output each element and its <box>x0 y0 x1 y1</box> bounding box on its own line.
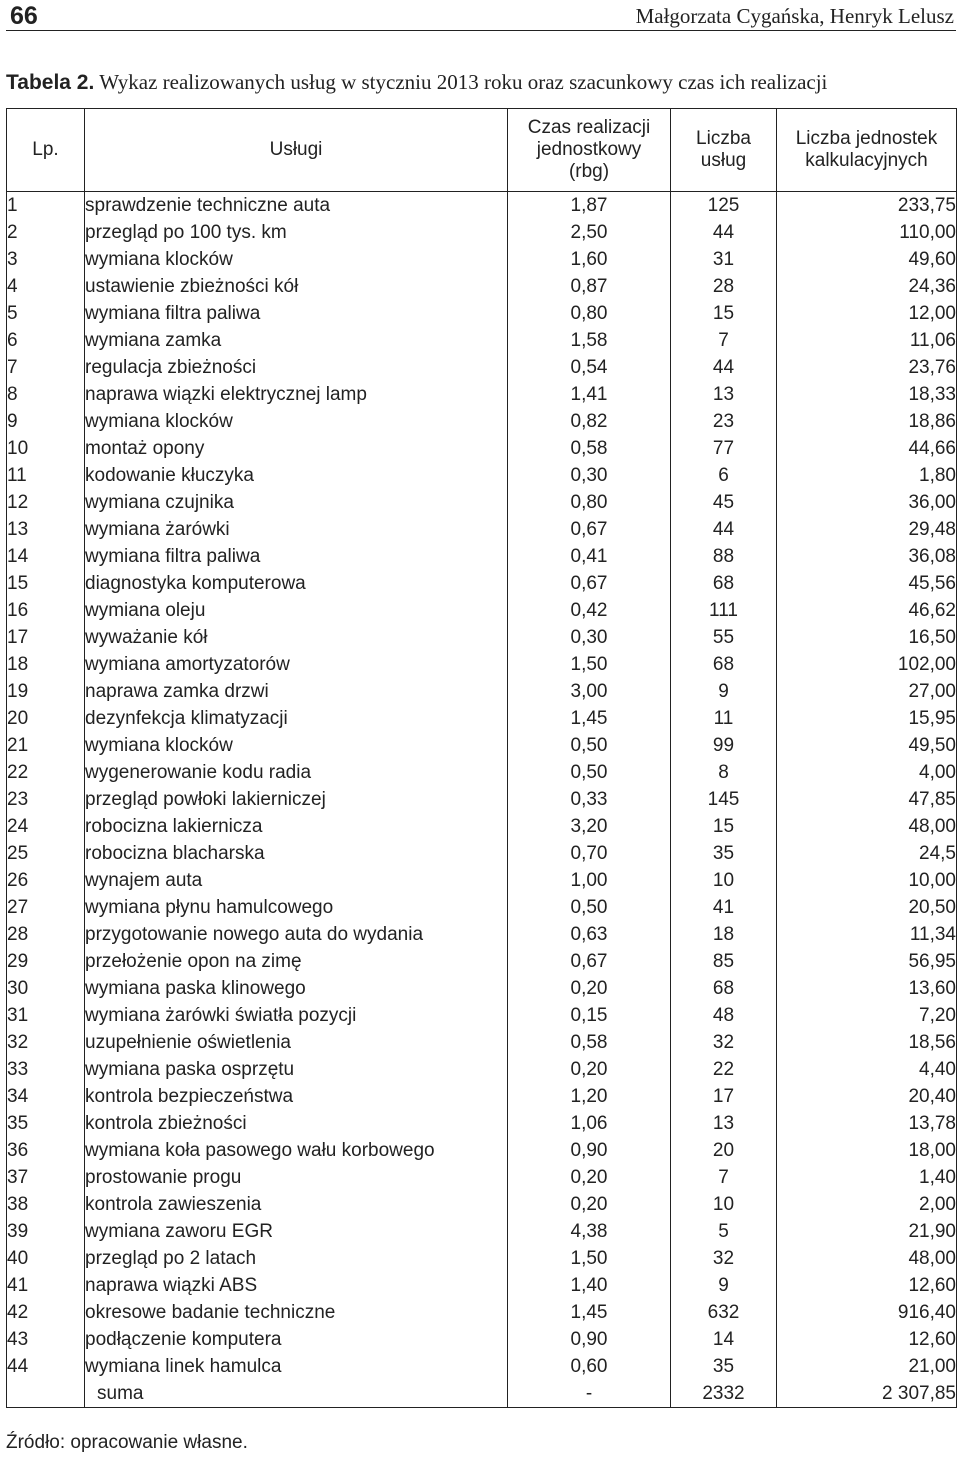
row-units: 49,60 <box>777 246 957 273</box>
row-units: 11,34 <box>777 921 957 948</box>
row-units: 18,00 <box>777 1137 957 1164</box>
row-count: 68 <box>671 651 777 678</box>
row-count: 10 <box>671 867 777 894</box>
row-count: 88 <box>671 543 777 570</box>
row-units: 47,85 <box>777 786 957 813</box>
sum-count: 2332 <box>671 1380 777 1408</box>
row-count: 23 <box>671 408 777 435</box>
table-row <box>7 1083 957 1110</box>
table-caption <box>6 70 956 95</box>
row-lp: 18 <box>7 651 85 678</box>
table-row <box>7 408 957 435</box>
row-lp: 31 <box>7 1002 85 1029</box>
row-count: 5 <box>671 1218 777 1245</box>
table-row <box>7 705 957 732</box>
header-unit-time: Czas realizacji jednostkowy (rbg) <box>508 109 671 192</box>
row-units: 20,50 <box>777 894 957 921</box>
row-service: kodowanie kłuczyka <box>85 462 508 489</box>
row-units: 2,00 <box>777 1191 957 1218</box>
row-service: wymiana klocków <box>85 732 508 759</box>
row-service: przegląd po 2 latach <box>85 1245 508 1272</box>
row-count: 44 <box>671 219 777 246</box>
row-unit-time: 1,45 <box>508 1299 671 1326</box>
table-row <box>7 1326 957 1353</box>
row-unit-time: 0,67 <box>508 948 671 975</box>
table-row <box>7 1353 957 1380</box>
row-service: montaż opony <box>85 435 508 462</box>
row-unit-time: 0,58 <box>508 435 671 462</box>
row-units: 24,5 <box>777 840 957 867</box>
header-units: Liczba jednostek kalkulacyjnych <box>777 109 957 192</box>
row-units: 15,95 <box>777 705 957 732</box>
row-unit-time: 0,20 <box>508 975 671 1002</box>
row-units: 20,40 <box>777 1083 957 1110</box>
row-units: 7,20 <box>777 1002 957 1029</box>
row-service: okresowe badanie techniczne <box>85 1299 508 1326</box>
row-service: wymiana paska osprzętu <box>85 1056 508 1083</box>
row-service: wymiana paska klinowego <box>85 975 508 1002</box>
row-service: wymiana oleju <box>85 597 508 624</box>
table-row <box>7 759 957 786</box>
row-unit-time: 0,20 <box>508 1164 671 1191</box>
row-units: 4,40 <box>777 1056 957 1083</box>
table-row <box>7 921 957 948</box>
row-lp: 41 <box>7 1272 85 1299</box>
row-count: 32 <box>671 1245 777 1272</box>
row-service: wynajem auta <box>85 867 508 894</box>
row-count: 45 <box>671 489 777 516</box>
table-row <box>7 1218 957 1245</box>
row-lp: 22 <box>7 759 85 786</box>
row-count: 85 <box>671 948 777 975</box>
table-row <box>7 219 957 246</box>
row-service: wymiana zamka <box>85 327 508 354</box>
row-units: 102,00 <box>777 651 957 678</box>
row-lp: 13 <box>7 516 85 543</box>
row-units: 16,50 <box>777 624 957 651</box>
row-count: 11 <box>671 705 777 732</box>
table-row <box>7 435 957 462</box>
row-service: diagnostyka komputerowa <box>85 570 508 597</box>
row-service: wygenerowanie kodu radia <box>85 759 508 786</box>
row-units: 24,36 <box>777 273 957 300</box>
row-lp: 27 <box>7 894 85 921</box>
row-units: 21,00 <box>777 1353 957 1380</box>
row-unit-time: 0,33 <box>508 786 671 813</box>
row-count: 145 <box>671 786 777 813</box>
row-unit-time: 0,87 <box>508 273 671 300</box>
row-lp: 5 <box>7 300 85 327</box>
table-row <box>7 381 957 408</box>
row-units: 11,06 <box>777 327 957 354</box>
row-count: 9 <box>671 1272 777 1299</box>
row-count: 22 <box>671 1056 777 1083</box>
row-unit-time: 0,50 <box>508 732 671 759</box>
row-service: kontrola zawieszenia <box>85 1191 508 1218</box>
row-units: 44,66 <box>777 435 957 462</box>
row-service: sprawdzenie techniczne auta <box>85 192 508 220</box>
row-service: wymiana linek hamulca <box>85 1353 508 1380</box>
row-units: 36,08 <box>777 543 957 570</box>
row-units: 29,48 <box>777 516 957 543</box>
header-count: Liczba usług <box>671 109 777 192</box>
row-unit-time: 1,45 <box>508 705 671 732</box>
row-count: 7 <box>671 327 777 354</box>
row-unit-time: 0,80 <box>508 489 671 516</box>
row-service: wymiana klocków <box>85 408 508 435</box>
page-header <box>6 0 956 31</box>
row-unit-time: 0,50 <box>508 759 671 786</box>
row-count: 20 <box>671 1137 777 1164</box>
table-row <box>7 894 957 921</box>
row-lp: 34 <box>7 1083 85 1110</box>
row-count: 6 <box>671 462 777 489</box>
page-number: 66 <box>10 2 38 30</box>
row-units: 1,80 <box>777 462 957 489</box>
row-count: 18 <box>671 921 777 948</box>
row-unit-time: 0,63 <box>508 921 671 948</box>
row-lp: 9 <box>7 408 85 435</box>
row-lp: 28 <box>7 921 85 948</box>
row-count: 99 <box>671 732 777 759</box>
row-service: prostowanie progu <box>85 1164 508 1191</box>
table-row <box>7 1272 957 1299</box>
header-service: Usługi <box>85 109 508 192</box>
row-service: przygotowanie nowego auta do wydania <box>85 921 508 948</box>
row-service: wymiana czujnika <box>85 489 508 516</box>
row-lp: 15 <box>7 570 85 597</box>
row-lp: 42 <box>7 1299 85 1326</box>
row-service: uzupełnienie oświetlenia <box>85 1029 508 1056</box>
row-unit-time: 0,58 <box>508 1029 671 1056</box>
row-lp: 43 <box>7 1326 85 1353</box>
row-unit-time: 0,54 <box>508 354 671 381</box>
table-row <box>7 327 957 354</box>
row-unit-time: 2,50 <box>508 219 671 246</box>
row-unit-time: 0,67 <box>508 516 671 543</box>
row-unit-time: 0,70 <box>508 840 671 867</box>
table-row <box>7 624 957 651</box>
row-lp: 11 <box>7 462 85 489</box>
table-row <box>7 1002 957 1029</box>
row-lp: 7 <box>7 354 85 381</box>
row-unit-time: 0,15 <box>508 1002 671 1029</box>
table-row <box>7 651 957 678</box>
row-count: 31 <box>671 246 777 273</box>
row-lp: 1 <box>7 192 85 220</box>
sum-label: suma <box>85 1380 508 1408</box>
row-count: 68 <box>671 570 777 597</box>
row-unit-time: 0,80 <box>508 300 671 327</box>
table-row <box>7 300 957 327</box>
table-row <box>7 489 957 516</box>
row-service: wymiana amortyzatorów <box>85 651 508 678</box>
row-units: 23,76 <box>777 354 957 381</box>
row-service: ustawienie zbieżności kół <box>85 273 508 300</box>
header-lp: Lp. <box>7 109 85 192</box>
row-count: 13 <box>671 381 777 408</box>
row-service: wymiana filtra paliwa <box>85 543 508 570</box>
row-service: przełożenie opon na zimę <box>85 948 508 975</box>
row-unit-time: 0,90 <box>508 1137 671 1164</box>
row-unit-time: 1,50 <box>508 1245 671 1272</box>
row-service: wyważanie kół <box>85 624 508 651</box>
row-unit-time: 4,38 <box>508 1218 671 1245</box>
row-lp: 26 <box>7 867 85 894</box>
row-service: robocizna lakiernicza <box>85 813 508 840</box>
table-row <box>7 246 957 273</box>
row-lp: 39 <box>7 1218 85 1245</box>
row-service: dezynfekcja klimatyzacji <box>85 705 508 732</box>
row-count: 15 <box>671 300 777 327</box>
row-count: 632 <box>671 1299 777 1326</box>
row-lp: 23 <box>7 786 85 813</box>
row-units: 1,40 <box>777 1164 957 1191</box>
row-units: 27,00 <box>777 678 957 705</box>
row-service: wymiana koła pasowego wału korbowego <box>85 1137 508 1164</box>
table-row <box>7 462 957 489</box>
row-count: 10 <box>671 1191 777 1218</box>
row-unit-time: 1,40 <box>508 1272 671 1299</box>
row-unit-time: 1,41 <box>508 381 671 408</box>
row-count: 111 <box>671 597 777 624</box>
table-row <box>7 975 957 1002</box>
row-lp: 19 <box>7 678 85 705</box>
row-units: 18,86 <box>777 408 957 435</box>
row-lp: 8 <box>7 381 85 408</box>
table-caption-text: Wykaz realizowanych usług w styczniu 2013 roku oraz szacunkowy czas ich realizacji <box>99 70 828 94</box>
sum-lp <box>7 1380 85 1408</box>
row-unit-time: 1,20 <box>508 1083 671 1110</box>
running-header-authors: Małgorzata Cygańska, Henryk Lelusz <box>635 4 954 28</box>
row-lp: 24 <box>7 813 85 840</box>
services-table <box>6 108 957 1408</box>
row-lp: 16 <box>7 597 85 624</box>
table-row <box>7 1029 957 1056</box>
table-row <box>7 192 957 220</box>
row-lp: 36 <box>7 1137 85 1164</box>
row-service: wymiana filtra paliwa <box>85 300 508 327</box>
row-service: robocizna blacharska <box>85 840 508 867</box>
row-lp: 14 <box>7 543 85 570</box>
table-row <box>7 354 957 381</box>
row-count: 13 <box>671 1110 777 1137</box>
row-lp: 37 <box>7 1164 85 1191</box>
row-lp: 30 <box>7 975 85 1002</box>
table-row <box>7 1191 957 1218</box>
row-unit-time: 0,42 <box>508 597 671 624</box>
row-count: 44 <box>671 354 777 381</box>
row-lp: 38 <box>7 1191 85 1218</box>
row-service: kontrola bezpieczeństwa <box>85 1083 508 1110</box>
row-unit-time: 0,30 <box>508 624 671 651</box>
row-units: 233,75 <box>777 192 957 220</box>
row-unit-time: 0,82 <box>508 408 671 435</box>
row-count: 32 <box>671 1029 777 1056</box>
row-unit-time: 3,00 <box>508 678 671 705</box>
row-lp: 2 <box>7 219 85 246</box>
row-count: 14 <box>671 1326 777 1353</box>
table-header-row <box>7 109 957 192</box>
row-unit-time: 1,50 <box>508 651 671 678</box>
table-row <box>7 1164 957 1191</box>
row-unit-time: 0,67 <box>508 570 671 597</box>
row-service: kontrola zbieżności <box>85 1110 508 1137</box>
row-unit-time: 1,60 <box>508 246 671 273</box>
table-row <box>7 867 957 894</box>
row-service: przegląd po 100 tys. km <box>85 219 508 246</box>
row-service: podłączenie komputera <box>85 1326 508 1353</box>
row-lp: 40 <box>7 1245 85 1272</box>
row-units: 13,60 <box>777 975 957 1002</box>
table-row <box>7 732 957 759</box>
row-service: wymiana zaworu EGR <box>85 1218 508 1245</box>
row-unit-time: 1,87 <box>508 192 671 220</box>
row-unit-time: 0,30 <box>508 462 671 489</box>
row-units: 18,56 <box>777 1029 957 1056</box>
row-lp: 10 <box>7 435 85 462</box>
row-units: 21,90 <box>777 1218 957 1245</box>
table-source-note: Źródło: opracowanie własne. <box>6 1432 248 1453</box>
table-row <box>7 1110 957 1137</box>
table-row <box>7 1299 957 1326</box>
row-lp: 3 <box>7 246 85 273</box>
row-service: naprawa wiązki ABS <box>85 1272 508 1299</box>
row-unit-time: 0,50 <box>508 894 671 921</box>
table-row <box>7 273 957 300</box>
row-lp: 33 <box>7 1056 85 1083</box>
row-unit-time: 0,60 <box>508 1353 671 1380</box>
row-service: wymiana klocków <box>85 246 508 273</box>
table-row <box>7 516 957 543</box>
sum-unit-time: - <box>508 1380 671 1408</box>
row-service: wymiana żarówki <box>85 516 508 543</box>
row-unit-time: 0,20 <box>508 1056 671 1083</box>
sum-row <box>7 1380 957 1408</box>
row-count: 8 <box>671 759 777 786</box>
row-lp: 25 <box>7 840 85 867</box>
row-count: 7 <box>671 1164 777 1191</box>
row-count: 35 <box>671 1353 777 1380</box>
table-row <box>7 786 957 813</box>
row-unit-time: 0,90 <box>508 1326 671 1353</box>
row-service: regulacja zbieżności <box>85 354 508 381</box>
table-row <box>7 543 957 570</box>
row-lp: 32 <box>7 1029 85 1056</box>
row-count: 28 <box>671 273 777 300</box>
table-caption-label: Tabela 2. <box>6 71 95 94</box>
row-unit-time: 0,41 <box>508 543 671 570</box>
row-count: 41 <box>671 894 777 921</box>
row-unit-time: 1,06 <box>508 1110 671 1137</box>
table-row <box>7 1137 957 1164</box>
row-service: przegląd powłoki lakierniczej <box>85 786 508 813</box>
row-count: 48 <box>671 1002 777 1029</box>
row-units: 56,95 <box>777 948 957 975</box>
row-units: 12,60 <box>777 1326 957 1353</box>
row-units: 12,60 <box>777 1272 957 1299</box>
row-count: 77 <box>671 435 777 462</box>
row-count: 44 <box>671 516 777 543</box>
row-lp: 20 <box>7 705 85 732</box>
row-lp: 4 <box>7 273 85 300</box>
row-service: wymiana płynu hamulcowego <box>85 894 508 921</box>
row-unit-time: 0,20 <box>508 1191 671 1218</box>
row-service: naprawa zamka drzwi <box>85 678 508 705</box>
row-units: 12,00 <box>777 300 957 327</box>
row-unit-time: 1,00 <box>508 867 671 894</box>
row-service: wymiana żarówki światła pozycji <box>85 1002 508 1029</box>
row-count: 68 <box>671 975 777 1002</box>
row-units: 48,00 <box>777 813 957 840</box>
row-units: 18,33 <box>777 381 957 408</box>
row-count: 125 <box>671 192 777 220</box>
row-units: 48,00 <box>777 1245 957 1272</box>
row-lp: 6 <box>7 327 85 354</box>
table-body <box>7 192 957 1408</box>
row-lp: 29 <box>7 948 85 975</box>
row-units: 45,56 <box>777 570 957 597</box>
row-count: 35 <box>671 840 777 867</box>
row-units: 13,78 <box>777 1110 957 1137</box>
row-count: 55 <box>671 624 777 651</box>
row-service: naprawa wiązki elektrycznej lamp <box>85 381 508 408</box>
row-units: 4,00 <box>777 759 957 786</box>
table-row <box>7 597 957 624</box>
row-count: 15 <box>671 813 777 840</box>
table-row <box>7 948 957 975</box>
row-lp: 44 <box>7 1353 85 1380</box>
table-row <box>7 1245 957 1272</box>
table-row <box>7 1056 957 1083</box>
row-lp: 35 <box>7 1110 85 1137</box>
table-row <box>7 570 957 597</box>
row-units: 916,40 <box>777 1299 957 1326</box>
row-units: 36,00 <box>777 489 957 516</box>
row-lp: 12 <box>7 489 85 516</box>
sum-units: 2 307,85 <box>777 1380 957 1408</box>
row-count: 9 <box>671 678 777 705</box>
table-row <box>7 813 957 840</box>
row-units: 10,00 <box>777 867 957 894</box>
row-lp: 17 <box>7 624 85 651</box>
table-row <box>7 840 957 867</box>
row-unit-time: 3,20 <box>508 813 671 840</box>
row-unit-time: 1,58 <box>508 327 671 354</box>
row-units: 46,62 <box>777 597 957 624</box>
row-units: 49,50 <box>777 732 957 759</box>
row-lp: 21 <box>7 732 85 759</box>
row-count: 17 <box>671 1083 777 1110</box>
row-units: 110,00 <box>777 219 957 246</box>
table-row <box>7 678 957 705</box>
